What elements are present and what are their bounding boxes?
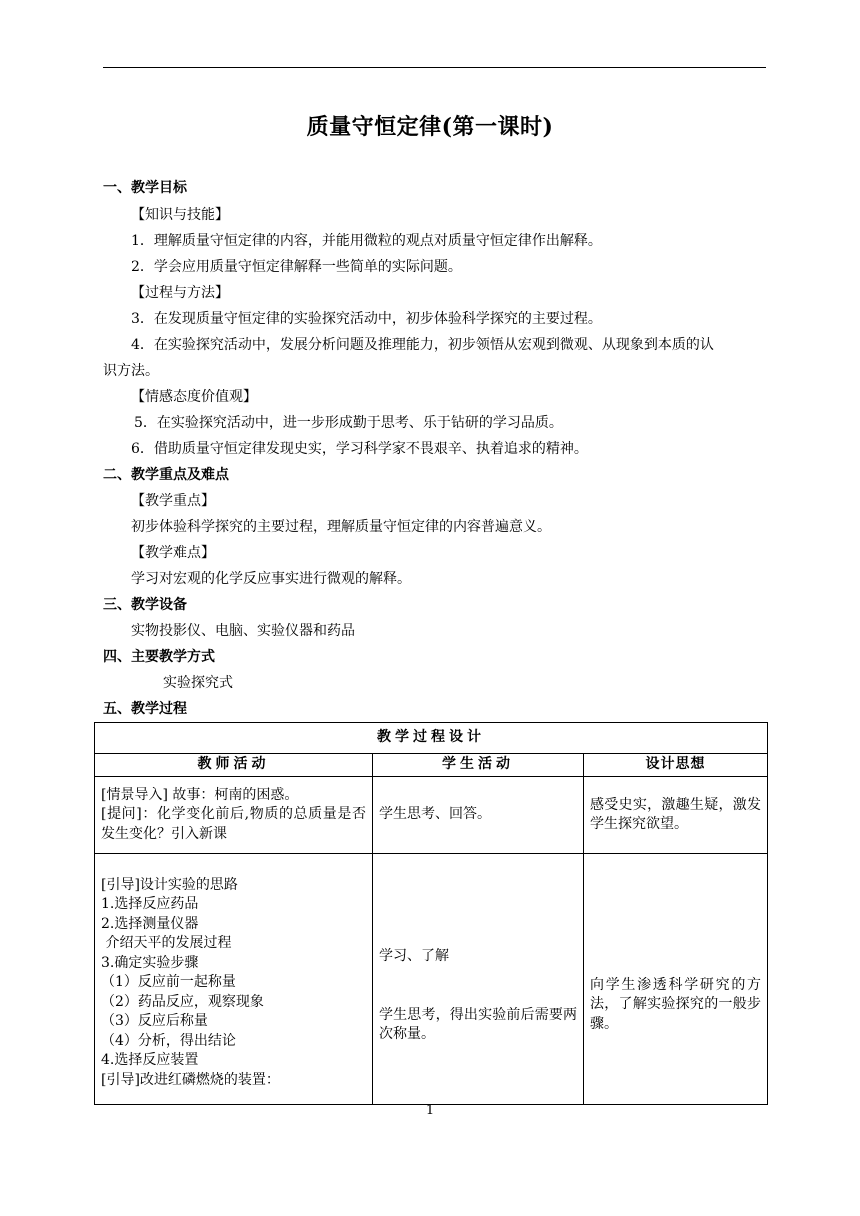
page-title: 质量守恒定律(第一课时) (306, 114, 554, 140)
teacher-line: （3）反应后称量 (101, 1013, 208, 1030)
table-caption: 教学过程设计 (95, 723, 768, 754)
table-row (95, 777, 768, 854)
emotion-values-tag: 【情感态度价值观】 (131, 389, 257, 405)
objective-6: 6．借助质量守恒定律发现史实，学习科学家不畏艰辛、执着追求的精神。 (131, 441, 588, 457)
student-line: 学生思考、回答。 (379, 806, 491, 823)
teacher-line: 3.确定实验步骤 (101, 954, 199, 971)
process-method-tag: 【过程与方法】 (131, 285, 229, 301)
design-idea-cell (584, 854, 768, 1105)
teacher-line: （1）反应前一起称量 (101, 974, 236, 991)
teacher-line: 1.选择反应药品 (101, 896, 199, 913)
teacher-line: （2）药品反应，观察现象 (101, 993, 264, 1010)
student-line: 学习、了解 (379, 948, 449, 965)
teacher-line: 4.选择反应装置 (101, 1052, 199, 1069)
student-activity-cell (373, 854, 584, 1105)
objective-1: 1．理解质量守恒定律的内容，并能用微粒的观点对质量守恒定律作出解释。 (131, 233, 602, 249)
header-rule (103, 67, 766, 68)
teacher-line: [引导]设计实验的思路 (101, 876, 238, 893)
design-line: 向学生渗透科学研究的方法，了解实验探究的一般步骤。 (590, 976, 762, 1032)
table-row (95, 854, 768, 1105)
section-5-heading: 五、教学过程 (103, 701, 187, 717)
page-number: 1 (425, 1103, 435, 1118)
section-3-heading: 三、教学设备 (103, 597, 187, 613)
teacher-line: [情景导入] 故事：柯南的困惑。 (101, 786, 299, 803)
key-point-tag: 【教学重点】 (131, 493, 215, 509)
column-header-design: 设计思想 (584, 754, 768, 777)
teacher-line: 2.选择测量仪器 (101, 915, 199, 932)
teacher-line: [引导]改进红磷燃烧的装置： (101, 1071, 280, 1088)
teacher-line: [提问]：化学变化前后,物质的总质量是否发生变化？引入新课 (101, 806, 366, 842)
knowledge-skills-tag: 【知识与技能】 (131, 207, 229, 223)
teacher-activity-cell (95, 854, 373, 1105)
difficulty-tag: 【教学难点】 (131, 545, 215, 561)
teacher-activity-cell (95, 777, 373, 854)
design-idea-cell (584, 777, 768, 854)
key-point-text: 初步体验科学探究的主要过程，理解质量守恒定律的内容普遍意义。 (131, 519, 551, 535)
process-table (94, 722, 768, 1105)
column-header-student: 学生活动 (373, 754, 584, 777)
objective-4-line1: 4．在实验探究活动中，发展分析问题及推理能力，初步领悟从宏观到微观、从现象到本质的认 (131, 337, 714, 353)
teaching-method-text: 实验探究式 (163, 675, 233, 691)
section-2-heading: 二、教学重点及难点 (103, 467, 229, 483)
column-header-teacher: 教师活动 (95, 754, 373, 777)
difficulty-text: 学习对宏观的化学反应事实进行微观的解释。 (131, 571, 411, 587)
teacher-line: 介绍天平的发展过程 (101, 935, 232, 952)
objective-3: 3．在发现质量守恒定律的实验探究活动中，初步体验科学探究的主要过程。 (131, 311, 602, 327)
student-line: 学生思考，得出实验前后需要两次称量。 (379, 1006, 577, 1043)
equipment-text: 实物投影仪、电脑、实验仪器和药品 (131, 623, 355, 639)
objective-4-line2: 识方法。 (103, 363, 159, 379)
objective-2: 2．学会应用质量守恒定律解释一些简单的实际问题。 (131, 259, 462, 275)
objective-5: 5．在实验探究活动中，进一步形成勤于思考、乐于钻研的学习品质。 (134, 415, 563, 431)
section-1-heading: 一、教学目标 (103, 180, 187, 196)
student-activity-cell (373, 777, 584, 854)
section-4-heading: 四、主要教学方式 (103, 649, 215, 665)
teacher-line: （4）分析，得出结论 (101, 1032, 236, 1049)
design-line: 感受史实，激趣生疑，激发学生探究欲望。 (590, 796, 762, 832)
